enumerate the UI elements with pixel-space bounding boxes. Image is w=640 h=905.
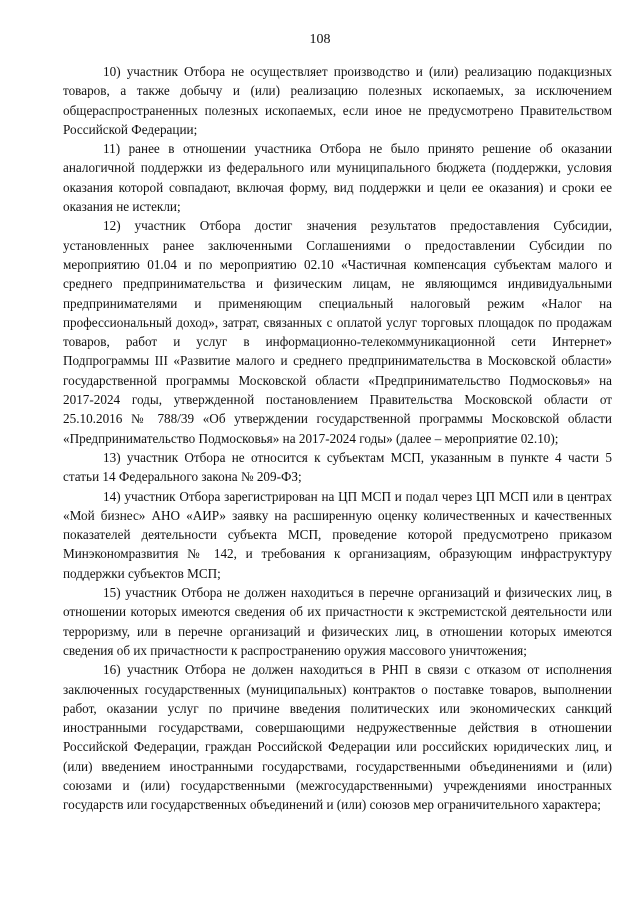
- paragraph-item-12: 12) участник Отбора достиг значения результатов предоставления Субсидии, установленных ранее заключенными Соглашениями о предоставлении Субсидии по мероприятию 01.04 и по мероприятию 02.10 «Частичная компенсация субъектам малого и среднего предпринимательства и физическим лицам, не являющимся индивидуальными предпринимателями и применяющим специальный налоговый режим «Налог на профессиональный доход», затрат, связанных с оплатой услуг торговых площадок по продажам товаров, работ и услуг в информационно-телекоммуникационной сети Интернет» Подпрограммы III «Развитие малого и среднего предпринимательства в Московской области» государственной программы Московской области «Предпринимательство Подмосковья» на 2017-2024 годы, утвержденной постановлением Правительства Московской области от 25.10.2016 № 788/39 «Об утверждении государственной программы Московской области «Предпринимательство Подмосковья» на 2017-2024 годы» (далее – мероприятие 02.10);: [63, 218, 612, 446]
- paragraph-item-13: 13) участник Отбора не относится к субъектам МСП, указанным в пункте 4 части 5 статьи 14 Федерального закона № 209-ФЗ;: [63, 449, 612, 485]
- page-number: 108: [309, 32, 331, 47]
- document-body: [63, 62, 612, 815]
- paragraph-item-14: 14) участник Отбора зарегистрирован на ЦП МСП и подал через ЦП МСП или в центрах «Мой бизнес» АНО «АИР» заявку на расширенную оценку количественных и качественных показателей деятельности субъекта МСП, проведение которой предусмотрено приказом Минэкономразвития № 142, и требования к организациям, образующим инфраструктуру поддержки субъектов МСП;: [63, 488, 612, 581]
- paragraph-item-16: 16) участник Отбора не должен находиться в РНП в связи с отказом от исполнения заключенных государственных (муниципальных) контрактов о поставке товаров, выполнении работ, оказании услуг по причине введения политических или экономических санкций иностранными государствами, совершающими недружественные действия в отношении Российской Федерации, граждан Российской Федерации или российских юридических лиц, и (или) введением иностранными государствами, государственными объединениями и (или) союзами и (или) государственными (межгосударственными) учреждениями иностранных государств или государственных объединений и (или) союзов мер ограничительного характера;: [63, 662, 612, 813]
- paragraph-item-10: 10) участник Отбора не осуществляет производство и (или) реализацию подакцизных товаров, а также добычу и (или) реализацию полезных ископаемых, за исключением общераспространенных полезных ископаемых, если иное не предусмотрено Правительством Российской Федерации;: [63, 64, 612, 137]
- paragraph-item-11: 11) ранее в отношении участника Отбора не было принято решение об оказании аналогичной поддержки из федерального или муниципального бюджета (поддержки, условия оказания которой совпадают, включая форму, вид поддержки и цели ее оказания) и сроки ее оказания не истекли;: [63, 141, 612, 215]
- paragraph-item-15: 15) участник Отбора не должен находиться в перечне организаций и физических лиц, в отношении которых имеются сведения об их причастности к экстремистской деятельности или терроризму, или в перечне организаций и физических лиц, в отношении которых имеются сведения об их причастности к распространению оружия массового уничтожения;: [63, 585, 612, 658]
